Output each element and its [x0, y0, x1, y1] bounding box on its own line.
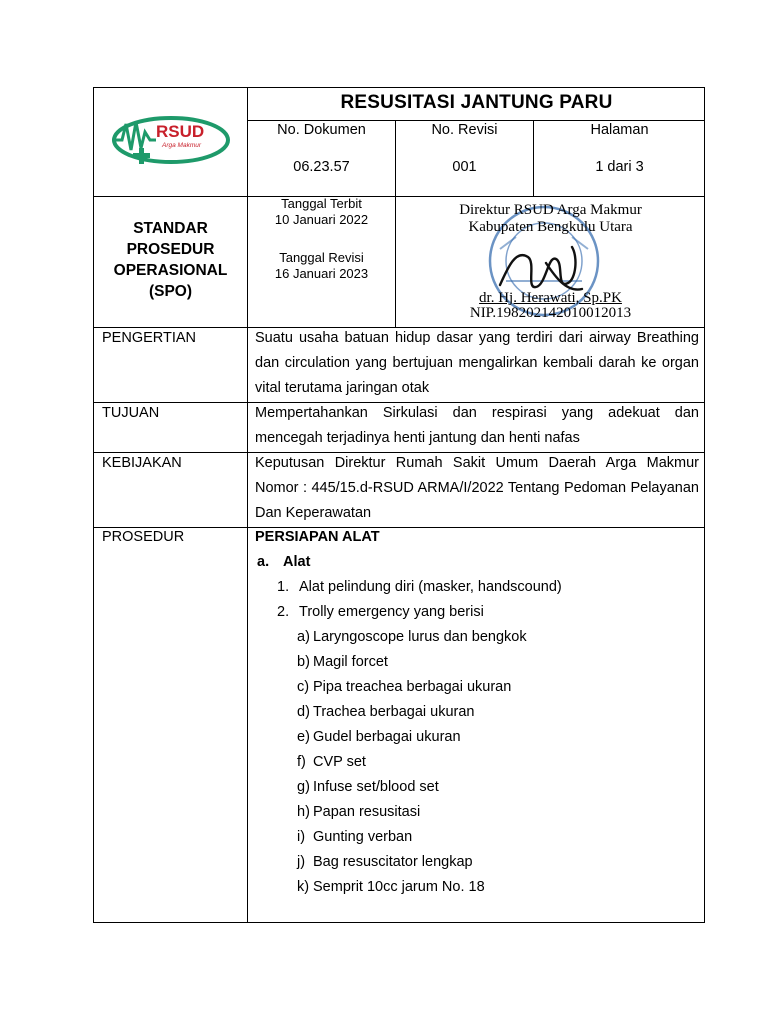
document-title: RESUSITASI JANTUNG PARU: [340, 92, 613, 113]
sublist-marker: k): [297, 879, 310, 895]
halaman-value: 1 dari 3: [595, 159, 644, 175]
direktur-line-1: Direktur RSUD Arga Makmur: [459, 202, 642, 218]
tanggal-terbit-label: Tanggal Terbit: [281, 196, 362, 211]
row-divider: [94, 527, 705, 528]
prosedur-heading: PERSIAPAN ALAT: [255, 529, 380, 545]
sublist-item: [297, 750, 366, 775]
sublist-item: [297, 775, 439, 800]
sublist-text: Pipa treachea berbagai ukuran: [313, 679, 512, 695]
pengertian-label: PENGERTIAN: [102, 330, 197, 346]
sublist-text: CVP set: [313, 754, 366, 770]
spo-line-3: OPERASIONAL: [113, 262, 228, 279]
sublist-item: [297, 650, 388, 675]
pengertian-text: Suatu usaha batuan hidup dasar yang terdiri dari airway Breathing dan circulation yang bertujuan mengalirkan kembali darah ke organ vital terutama jaringan otak: [255, 330, 699, 396]
list-marker: 1.: [277, 579, 290, 595]
sublist-item: [297, 850, 473, 875]
sublist-marker: c): [297, 679, 310, 695]
sublist-item: [297, 800, 420, 825]
spo-title: [94, 218, 247, 302]
sublist-text: Semprit 10cc jarum No. 18: [313, 879, 485, 895]
spo-line-4: (SPO): [148, 283, 193, 300]
sublist-item: [297, 675, 511, 700]
sublist-text: Laryngoscope lurus dan bengkok: [313, 629, 527, 645]
kebijakan-text: Keputusan Direktur Rumah Sakit Umum Daerah Arga Makmur Nomor : 445/15.d-RSUD ARMA/I/2022 Tentang Pedoman Pelayanan Dan Keperawatan: [255, 455, 699, 521]
sublist-text: Gunting verban: [313, 829, 413, 845]
list-item: [277, 600, 484, 625]
sublist-item: [297, 875, 485, 900]
sub-heading-alat: [257, 550, 310, 575]
tujuan-label: TUJUAN: [102, 405, 160, 421]
sublist-item: [297, 725, 461, 750]
signer-name: dr. Hj. Herawati, Sp.PK: [479, 290, 622, 306]
signer-nip: NIP.198202142010012013: [469, 305, 632, 321]
sublist-text: Bag resuscitator lengkap: [313, 854, 473, 870]
sublist-text: Papan resusitasi: [313, 804, 421, 820]
sublist-marker: a): [297, 629, 310, 645]
signature-block: [396, 197, 705, 327]
sublist-text: Infuse set/blood set: [313, 779, 439, 795]
spo-line-1: STANDAR: [133, 220, 208, 237]
sublist-marker: d): [297, 704, 310, 720]
sublist-marker: i): [297, 829, 306, 845]
sublist-marker: b): [297, 654, 310, 670]
list-item: [277, 575, 562, 600]
hospital-logo: [106, 110, 236, 176]
tanggal-revisi-value: 16 Januari 2023: [274, 266, 369, 281]
list-text: Alat pelindung diri (masker, handscound): [299, 579, 562, 595]
sublist-text: Magil forcet: [313, 654, 388, 670]
kebijakan-label: KEBIJAKAN: [102, 455, 182, 471]
sublist-marker: g): [297, 779, 310, 795]
sublist-item: [297, 625, 527, 650]
sublist-marker: h): [297, 804, 310, 820]
no-revisi-label: No. Revisi: [431, 122, 498, 138]
sublist-text: Trachea berbagai ukuran: [313, 704, 475, 720]
sublist-text: Gudel berbagai ukuran: [313, 729, 461, 745]
direktur-line-2: Kabupaten Bengkulu Utara: [468, 219, 633, 235]
sub-marker: a.: [257, 554, 270, 570]
sublist-marker: j): [297, 854, 306, 870]
sublist-marker: e): [297, 729, 310, 745]
tanggal-terbit: [248, 196, 395, 228]
no-revisi-value: 001: [452, 159, 477, 175]
no-dokumen-label: No. Dokumen: [277, 122, 366, 138]
spo-line-2: PROSEDUR: [126, 241, 215, 258]
tanggal-revisi-label: Tanggal Revisi: [279, 250, 364, 265]
tujuan-text: Mempertahankan Sirkulasi dan respirasi yang adekuat dan mencegah terjadinya henti jantung dan henti nafas: [255, 405, 699, 446]
tanggal-terbit-value: 10 Januari 2022: [274, 212, 369, 227]
prosedur-label: PROSEDUR: [102, 529, 185, 545]
logo-text: RSUD: [156, 122, 205, 141]
list-text: Trolly emergency yang berisi: [299, 604, 484, 620]
no-dokumen-value: 06.23.57: [293, 159, 350, 175]
sublist-item: [297, 700, 474, 725]
sublist-marker: f): [297, 754, 306, 770]
halaman-label: Halaman: [590, 122, 649, 138]
spo-document: [93, 87, 705, 923]
logo-subtext: Arga Makmur: [162, 142, 202, 149]
tanggal-revisi: [248, 250, 395, 282]
sublist-item: [297, 825, 412, 850]
list-marker: 2.: [277, 604, 290, 620]
sub-label: Alat: [283, 554, 311, 570]
